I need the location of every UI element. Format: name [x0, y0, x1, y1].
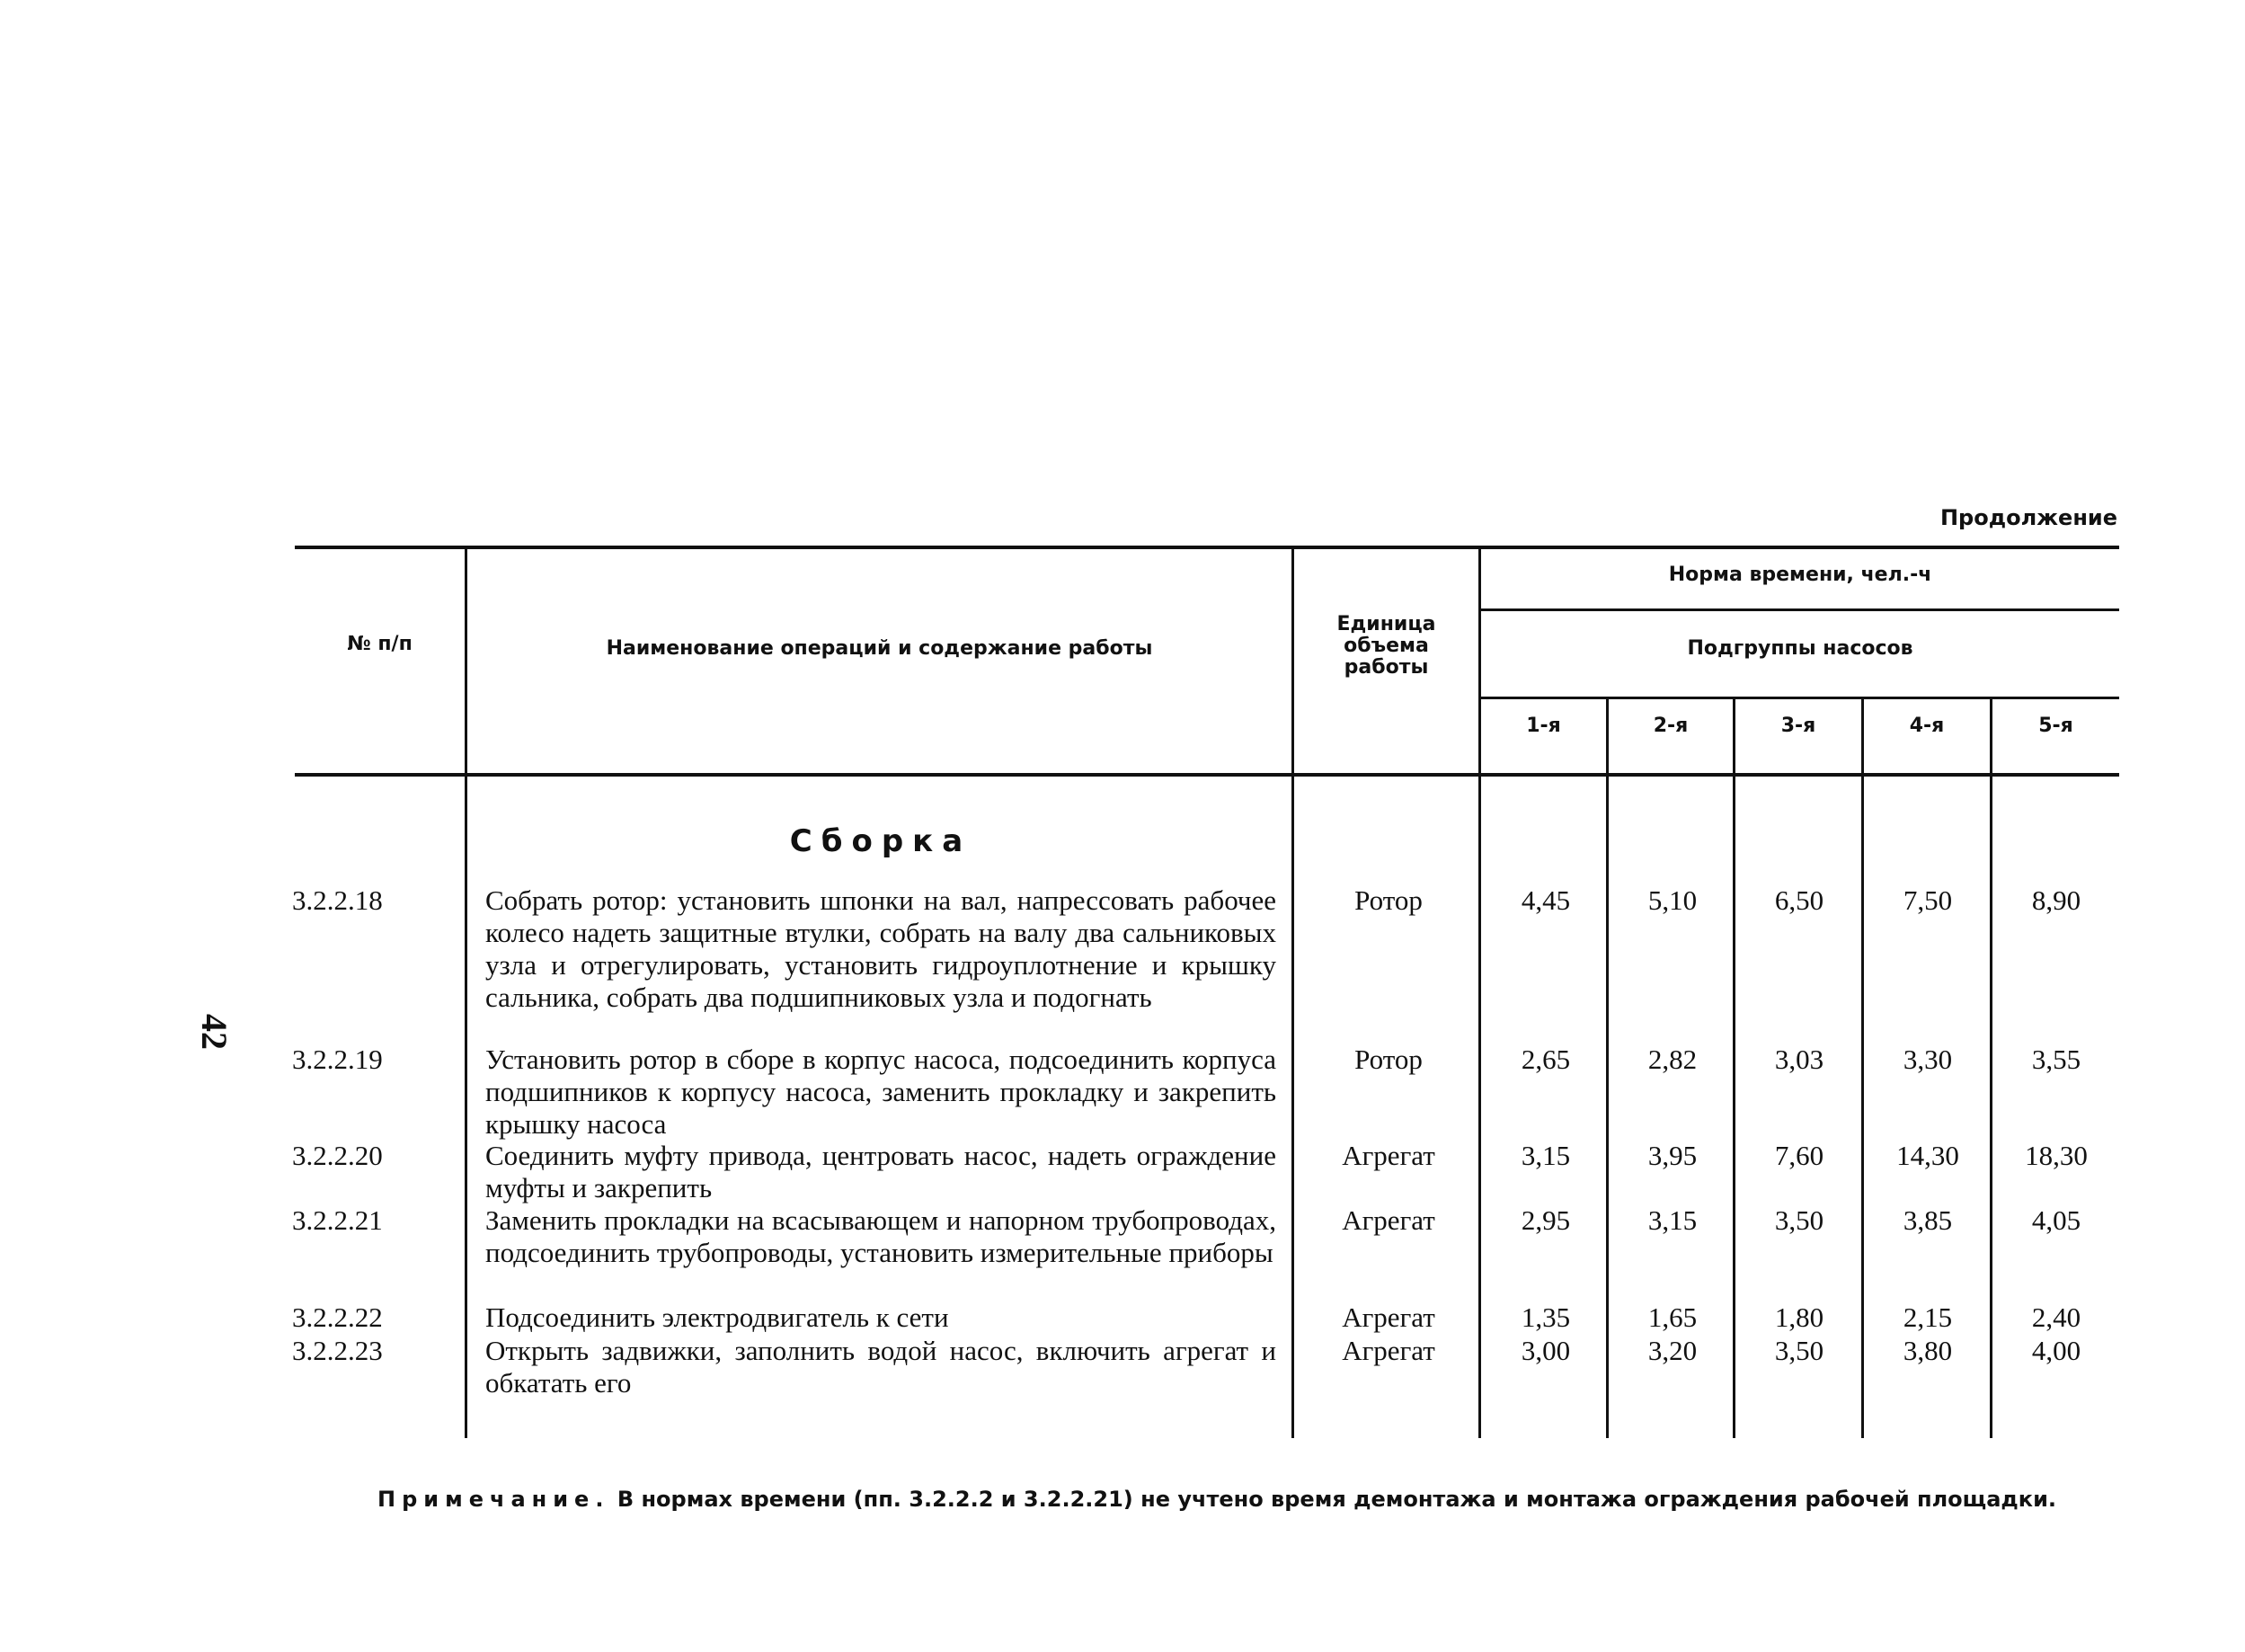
- header-col-1: 1-я: [1526, 715, 1561, 737]
- footnote-text: В нормах времени (пп. 3.2.2.2 и 3.2.2.21) не учтено время демонтажа и монтажа ограждения рабочей площадки.: [617, 1487, 2057, 1512]
- row-value-2: 5,10: [1647, 884, 1698, 916]
- row-value-1: 3,15: [1521, 1140, 1571, 1171]
- row-value-3: 3,50: [1774, 1204, 1824, 1236]
- row-value-5: 3,55: [2031, 1044, 2081, 1075]
- row-description: Заменить прокладки на всасывающем и напорном трубопроводах, подсоединить трубопроводы, установить измерительные приборы: [485, 1204, 1276, 1268]
- row-value-1: 1,35: [1521, 1301, 1571, 1333]
- row-value-2: 1,65: [1647, 1301, 1698, 1333]
- row-number: 3.2.2.23: [292, 1335, 383, 1366]
- header-col-4: 4-я: [1909, 715, 1945, 737]
- row-value-3: 6,50: [1774, 884, 1824, 916]
- row-value-5: 8,90: [2031, 884, 2081, 916]
- header-num: № п/п: [347, 633, 413, 655]
- section-title: Сборка: [789, 823, 972, 859]
- row-value-4: 7,50: [1903, 884, 1953, 916]
- row-unit: Ротор: [1354, 1044, 1423, 1075]
- row-value-5: 4,00: [2031, 1335, 2081, 1366]
- header-subgroups: Подгруппы насосов: [1687, 637, 1913, 660]
- row-description: Открыть задвижки, заполнить водой насос, включить агрегат и обкатать его: [485, 1335, 1276, 1399]
- row-value-5: 4,05: [2031, 1204, 2081, 1236]
- row-description: Соединить муфту привода, центровать насос, надеть ограждение муфты и закрепить: [485, 1140, 1276, 1203]
- header-unit: Единица объема работы: [1336, 613, 1436, 679]
- row-number: 3.2.2.19: [292, 1044, 383, 1075]
- row-value-1: 2,65: [1521, 1044, 1571, 1075]
- row-description: Собрать ротор: установить шпонки на вал, напрессовать рабочее колесо надеть защитные втулки, собрать на валу два сальниковых узла и отрегулировать, установить гидроуплотнение и крышку сальника, собрать два подшипниковых узла и подогнать: [485, 884, 1276, 1013]
- header-norm: Норма времени, чел.-ч: [1668, 564, 1932, 586]
- row-value-2: 2,82: [1647, 1044, 1698, 1075]
- row-value-1: 3,00: [1521, 1335, 1571, 1366]
- row-value-4: 3,80: [1903, 1335, 1953, 1366]
- row-value-4: 2,15: [1903, 1301, 1953, 1333]
- row-value-2: 3,15: [1647, 1204, 1698, 1236]
- row-unit: Ротор: [1354, 884, 1423, 916]
- header-col-5: 5-я: [2038, 715, 2073, 737]
- header-col-3: 3-я: [1780, 715, 1816, 737]
- row-unit: Агрегат: [1342, 1301, 1435, 1333]
- row-value-4: 14,30: [1896, 1140, 1959, 1171]
- row-description: Подсоединить электродвигатель к сети: [485, 1301, 949, 1333]
- page-number: 42: [194, 1014, 235, 1050]
- row-value-3: 3,03: [1774, 1044, 1824, 1075]
- row-value-4: 3,30: [1903, 1044, 1953, 1075]
- row-unit: Агрегат: [1342, 1140, 1435, 1171]
- row-value-1: 2,95: [1521, 1204, 1571, 1236]
- row-value-2: 3,20: [1647, 1335, 1698, 1366]
- row-number: 3.2.2.22: [292, 1301, 383, 1333]
- row-value-5: 2,40: [2031, 1301, 2081, 1333]
- row-number: 3.2.2.21: [292, 1204, 383, 1236]
- row-value-3: 7,60: [1774, 1140, 1824, 1171]
- header-col-2: 2-я: [1653, 715, 1689, 737]
- row-value-4: 3,85: [1903, 1204, 1953, 1236]
- continued-label: Продолжение: [1939, 505, 2117, 530]
- row-value-3: 3,50: [1774, 1335, 1824, 1366]
- row-number: 3.2.2.20: [292, 1140, 383, 1171]
- row-value-1: 4,45: [1521, 884, 1571, 916]
- footnote: [377, 1487, 2057, 1512]
- header-name: Наименование операций и содержание работы: [606, 637, 1153, 660]
- row-unit: Агрегат: [1342, 1204, 1435, 1236]
- row-unit: Агрегат: [1342, 1335, 1435, 1366]
- footnote-label: Примечание.: [377, 1487, 610, 1512]
- row-value-3: 1,80: [1774, 1301, 1824, 1333]
- row-description: Установить ротор в сборе в корпус насоса, подсоединить корпуса подшипников к корпусу насоса, заменить прокладку и закрепить крышку насоса: [485, 1044, 1276, 1140]
- row-number: 3.2.2.18: [292, 884, 383, 916]
- row-value-5: 18,30: [2025, 1140, 2088, 1171]
- row-value-2: 3,95: [1647, 1140, 1698, 1171]
